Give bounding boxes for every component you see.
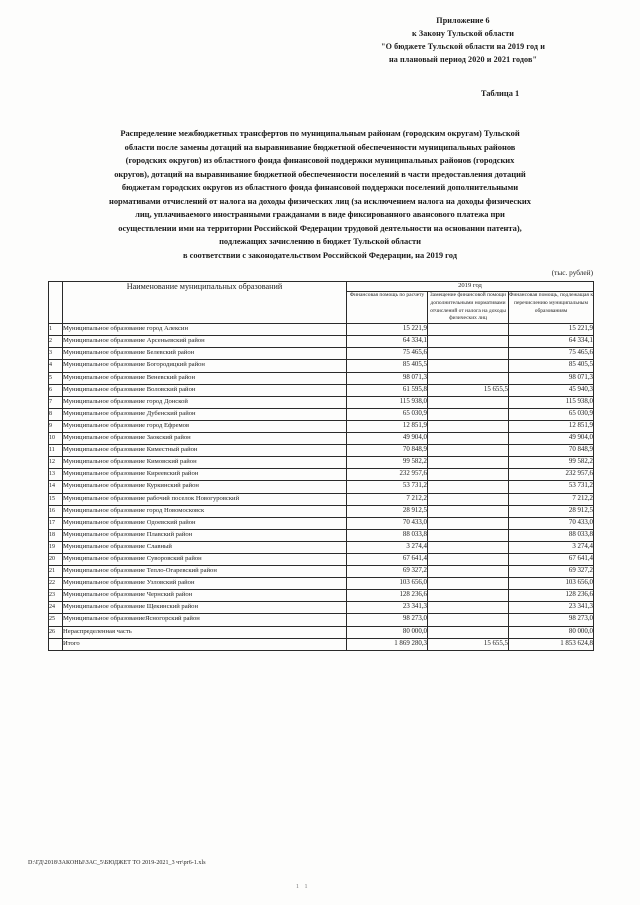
financial-aid-transferable-cell: 64 334,1: [509, 336, 594, 348]
financial-aid-calculated-cell: 98 273,0: [347, 614, 428, 626]
replacement-by-norms-cell: [428, 336, 509, 348]
financial-aid-transferable-cell: 12 851,9: [509, 420, 594, 432]
row-number-cell: 3: [49, 348, 63, 360]
row-number-cell: 10: [49, 433, 63, 445]
row-number-cell: 11: [49, 445, 63, 457]
financial-aid-transferable-cell: 49 904,0: [509, 433, 594, 445]
row-number-cell: 4: [49, 360, 63, 372]
replacement-by-norms-cell: [428, 445, 509, 457]
table-row: [49, 566, 594, 578]
financial-aid-calculated-cell: 128 236,6: [347, 590, 428, 602]
replacement-by-norms-cell: [428, 553, 509, 565]
replacement-by-norms-cell: [428, 578, 509, 590]
financial-aid-transferable-cell: 53 731,2: [509, 481, 594, 493]
municipality-name-cell: Муниципальное образованиеЯсногорский район: [63, 614, 347, 626]
table-total-row: [49, 638, 594, 650]
appendix-reference-line: Приложение 6: [436, 16, 490, 25]
financial-aid-calculated-cell: 12 851,9: [347, 420, 428, 432]
row-number-cell: 16: [49, 505, 63, 517]
municipality-name-cell: Муниципальное образование город Донской: [63, 396, 347, 408]
replacement-by-norms-cell: [428, 372, 509, 384]
replacement-by-norms-cell: [428, 529, 509, 541]
financial-aid-transferable-cell: 103 656,0: [509, 578, 594, 590]
table-row: [49, 481, 594, 493]
financial-aid-calculated-cell: 49 904,0: [347, 433, 428, 445]
financial-aid-calculated-cell: 70 433,0: [347, 517, 428, 529]
replacement-by-norms-cell: [428, 457, 509, 469]
replacement-by-norms-cell: [428, 566, 509, 578]
municipality-name-cell: Муниципальное образование Киреевский район: [63, 469, 347, 481]
financial-aid-transferable-cell: 3 274,4: [509, 541, 594, 553]
replacement-by-norms-cell: [428, 541, 509, 553]
financial-aid-transferable-cell: 70 433,0: [509, 517, 594, 529]
row-number-cell: 1: [49, 324, 63, 336]
financial-aid-transferable-cell: 99 582,2: [509, 457, 594, 469]
financial-aid-transferable-cell: 85 405,5: [509, 360, 594, 372]
financial-aid-calculated-cell: 65 030,9: [347, 408, 428, 420]
table-row: [49, 420, 594, 432]
municipality-name-cell: Муниципальное образование Богородицкий район: [63, 360, 347, 372]
municipality-name-cell: Итого: [63, 638, 347, 650]
financial-aid-transferable-cell: 67 641,4: [509, 553, 594, 565]
appendix-reference-line: "О бюджете Тульской области на 2019 год и: [380, 42, 545, 52]
row-number-cell: 23: [49, 590, 63, 602]
row-number-cell: 8: [49, 408, 63, 420]
municipality-name-cell: Муниципальное образование Киместный район: [63, 445, 347, 457]
row-number-cell: 22: [49, 578, 63, 590]
financial-aid-calculated-cell: 99 582,2: [347, 457, 428, 469]
row-number-cell: 14: [49, 481, 63, 493]
financial-aid-calculated-cell: 115 938,0: [347, 396, 428, 408]
row-number-cell: 7: [49, 396, 63, 408]
row-number-cell: 17: [49, 517, 63, 529]
table-row: [49, 469, 594, 481]
row-number-cell: 26: [49, 626, 63, 638]
table-row: [49, 529, 594, 541]
replacement-by-norms-cell: [428, 505, 509, 517]
financial-aid-calculated-cell: 85 405,5: [347, 360, 428, 372]
table-row: [49, 614, 594, 626]
municipality-name-cell: Нераспределенная часть: [63, 626, 347, 638]
title-line: в соответствии с законодательством Российской Федерации, на 2019 год: [183, 249, 457, 260]
row-number-cell: [49, 638, 63, 650]
municipality-name-cell: Муниципальное образование Арсеньевский район: [63, 336, 347, 348]
financial-aid-transferable-cell: 115 938,0: [509, 396, 594, 408]
financial-aid-calculated-cell: 232 957,6: [347, 469, 428, 481]
municipality-name-cell: Муниципальное образование Кимовский район: [63, 457, 347, 469]
title-line: бюджетам городских округов из областного фонда финансовой поддержки поселений дополнительными: [121, 182, 519, 193]
appendix-reference-line: к Закону Тульской области: [411, 29, 515, 39]
table-row: [49, 505, 594, 517]
title-line: лиц, уплачиваемого иностранными гражданами в виде фиксированного авансового платежа при: [135, 209, 505, 220]
header-financial-aid-transferable: Финансовая помощь, подлежащая к перечислению муниципальным образованиям: [509, 292, 594, 324]
budget-table-container: [48, 281, 593, 651]
financial-aid-calculated-cell: 61 595,8: [347, 384, 428, 396]
row-number-cell: 19: [49, 541, 63, 553]
row-number-cell: 20: [49, 553, 63, 565]
table-row: [49, 336, 594, 348]
financial-aid-calculated-cell: 64 334,1: [347, 336, 428, 348]
financial-aid-transferable-cell: 232 957,6: [509, 469, 594, 481]
financial-aid-transferable-cell: 98 273,0: [509, 614, 594, 626]
title-line: осуществлении ими на территории Российской Федерации трудовой деятельности на основании патента),: [118, 222, 522, 233]
replacement-by-norms-cell: [428, 626, 509, 638]
replacement-by-norms-cell: [428, 360, 509, 372]
financial-aid-calculated-cell: 98 071,3: [347, 372, 428, 384]
replacement-by-norms-cell: 15 655,5: [428, 384, 509, 396]
municipality-name-cell: Муниципальное образование город Алексин: [63, 324, 347, 336]
table-header-row-1: [49, 282, 594, 292]
financial-aid-calculated-cell: 28 912,5: [347, 505, 428, 517]
municipality-name-cell: Муниципальное образование Воловский район: [63, 384, 347, 396]
row-number-cell: 6: [49, 384, 63, 396]
financial-aid-calculated-cell: 7 212,2: [347, 493, 428, 505]
financial-aid-calculated-cell: 3 274,4: [347, 541, 428, 553]
financial-aid-calculated-cell: 80 000,0: [347, 626, 428, 638]
title-line: области после замены дотаций на выравнивание бюджетной обеспеченности муниципальных районов: [124, 141, 516, 152]
financial-aid-transferable-cell: 88 033,8: [509, 529, 594, 541]
table-row: [49, 408, 594, 420]
title-line: (городских округов) из областного фонда финансовой поддержки муниципальных районов (городских: [125, 155, 515, 166]
financial-aid-transferable-cell: 128 236,6: [509, 590, 594, 602]
financial-aid-transferable-cell: 45 940,3: [509, 384, 594, 396]
table-row: [49, 590, 594, 602]
table-row: [49, 457, 594, 469]
municipality-name-cell: Муниципальное образование Славный: [63, 541, 347, 553]
financial-aid-calculated-cell: 70 848,9: [347, 445, 428, 457]
row-number-cell: 13: [49, 469, 63, 481]
financial-aid-transferable-cell: 15 221,9: [509, 324, 594, 336]
document-title: [56, 127, 584, 262]
row-number-cell: 25: [49, 614, 63, 626]
municipality-name-cell: Муниципальное образование Дубенский район: [63, 408, 347, 420]
row-number-cell: 9: [49, 420, 63, 432]
replacement-by-norms-cell: [428, 469, 509, 481]
title-line: округов), дотаций на выравнивание бюджетной обеспеченности поселений в части предоставления дотаций: [114, 168, 526, 179]
appendix-reference-line: на плановый период 2020 и 2021 годов": [388, 55, 538, 65]
table-number-label: Таблица 1: [480, 89, 520, 98]
financial-aid-calculated-cell: 88 033,8: [347, 529, 428, 541]
municipality-name-cell: Муниципальное образование Плавский район: [63, 529, 347, 541]
financial-aid-calculated-cell: 67 641,4: [347, 553, 428, 565]
file-path-footer: D:\ГД\2018\ЗАКОНЫ\ЗАС_5\БЮДЖЕТ ТО 2019-2021_3 чт\pr6-1.xls: [28, 860, 206, 866]
table-row: [49, 433, 594, 445]
units-note: (тыс. рублей): [551, 268, 593, 277]
replacement-by-norms-cell: [428, 614, 509, 626]
table-row: [49, 541, 594, 553]
financial-aid-calculated-cell: 53 731,2: [347, 481, 428, 493]
table-row: [49, 626, 594, 638]
replacement-by-norms-cell: [428, 396, 509, 408]
table-row: [49, 360, 594, 372]
table-row: [49, 602, 594, 614]
title-line: Распределение межбюджетных трансфертов по муниципальным районам (городским округам) Тульской: [120, 128, 520, 138]
replacement-by-norms-cell: 15 655,5: [428, 638, 509, 650]
header-municipality-name: Наименование муниципальных образований: [63, 282, 347, 324]
financial-aid-calculated-cell: 1 869 280,3: [347, 638, 428, 650]
table-row: [49, 324, 594, 336]
replacement-by-norms-cell: [428, 517, 509, 529]
financial-aid-transferable-cell: 1 853 624,8: [509, 638, 594, 650]
row-number-cell: 21: [49, 566, 63, 578]
row-number-cell: 18: [49, 529, 63, 541]
header-replacement-by-norms: Замещение финансовой помощи дополнительными нормативами отчислений от налога на доходы физических лиц: [428, 292, 509, 324]
municipality-name-cell: Муниципальное образование Куркинский район: [63, 481, 347, 493]
financial-aid-transferable-cell: 7 212,2: [509, 493, 594, 505]
financial-aid-transferable-cell: 23 341,3: [509, 602, 594, 614]
financial-aid-transferable-cell: 65 030,9: [509, 408, 594, 420]
header-financial-aid-calculated: Финансовая помощь по расчету: [347, 292, 428, 324]
financial-aid-transferable-cell: 98 071,3: [509, 372, 594, 384]
table-row: [49, 384, 594, 396]
title-line: подлежащих зачислению в бюджет Тульской области: [219, 236, 421, 247]
row-number-cell: 24: [49, 602, 63, 614]
row-number-cell: 5: [49, 372, 63, 384]
financial-aid-calculated-cell: 69 327,2: [347, 566, 428, 578]
municipality-name-cell: Муниципальное образование рабочий поселок Новогуровский: [63, 493, 347, 505]
table-row: [49, 578, 594, 590]
financial-aid-transferable-cell: 75 465,6: [509, 348, 594, 360]
replacement-by-norms-cell: [428, 408, 509, 420]
title-line: нормативами отчислений от налога на доходы физических лиц (за исключением налога на доходы физических: [109, 195, 531, 206]
budget-table: [48, 281, 594, 651]
header-year-group: 2019 год: [347, 282, 594, 292]
replacement-by-norms-cell: [428, 420, 509, 432]
municipality-name-cell: Муниципальное образование Суворовский район: [63, 553, 347, 565]
row-number-cell: 2: [49, 336, 63, 348]
table-row: [49, 553, 594, 565]
appendix-reference-block: [300, 14, 626, 66]
row-number-cell: 12: [49, 457, 63, 469]
row-number-cell: 15: [49, 493, 63, 505]
municipality-name-cell: Муниципальное образование город Новомосковск: [63, 505, 347, 517]
municipality-name-cell: Муниципальное образование Веневский район: [63, 372, 347, 384]
replacement-by-norms-cell: [428, 433, 509, 445]
financial-aid-transferable-cell: 70 848,9: [509, 445, 594, 457]
replacement-by-norms-cell: [428, 493, 509, 505]
header-row-number: [49, 282, 63, 324]
replacement-by-norms-cell: [428, 324, 509, 336]
financial-aid-transferable-cell: 28 912,5: [509, 505, 594, 517]
replacement-by-norms-cell: [428, 602, 509, 614]
municipality-name-cell: Муниципальное образование Узловский район: [63, 578, 347, 590]
municipality-name-cell: Муниципальное образование Тепло-Огаревский район: [63, 566, 347, 578]
municipality-name-cell: Муниципальное образование город Ефремов: [63, 420, 347, 432]
municipality-name-cell: Муниципальное образование Щекинский район: [63, 602, 347, 614]
table-row: [49, 396, 594, 408]
municipality-name-cell: Муниципальное образование Белевский район: [63, 348, 347, 360]
budget-table-body: [49, 324, 594, 651]
budget-table-head: [49, 282, 594, 324]
table-row: [49, 372, 594, 384]
financial-aid-transferable-cell: 80 000,0: [509, 626, 594, 638]
replacement-by-norms-cell: [428, 590, 509, 602]
financial-aid-calculated-cell: 103 656,0: [347, 578, 428, 590]
table-row: [49, 517, 594, 529]
page-mark: 1 1: [296, 884, 310, 890]
table-row: [49, 445, 594, 457]
municipality-name-cell: Муниципальное образование Заокский район: [63, 433, 347, 445]
financial-aid-calculated-cell: 15 221,9: [347, 324, 428, 336]
replacement-by-norms-cell: [428, 348, 509, 360]
financial-aid-calculated-cell: 75 465,6: [347, 348, 428, 360]
municipality-name-cell: Муниципальное образование Одоевский район: [63, 517, 347, 529]
replacement-by-norms-cell: [428, 481, 509, 493]
table-row: [49, 348, 594, 360]
table-row: [49, 493, 594, 505]
financial-aid-calculated-cell: 23 341,3: [347, 602, 428, 614]
municipality-name-cell: Муниципальное образование Чернский район: [63, 590, 347, 602]
financial-aid-transferable-cell: 69 327,2: [509, 566, 594, 578]
